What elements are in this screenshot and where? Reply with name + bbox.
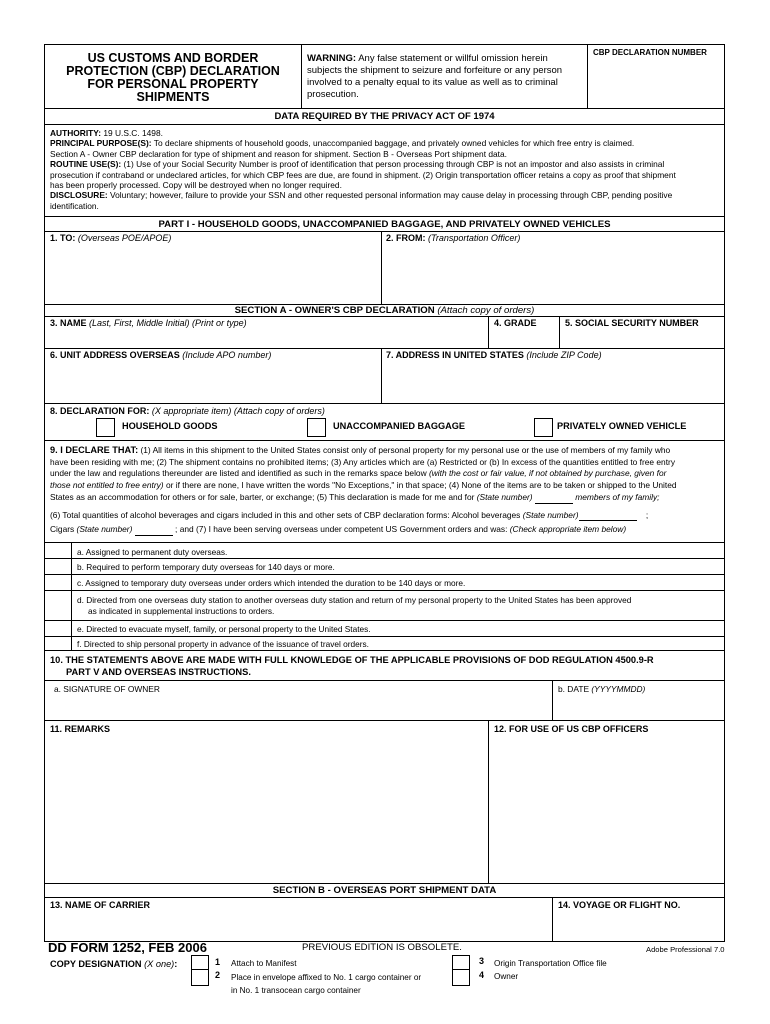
privacy-act-statement: AUTHORITY: 19 U.S.C. 1498. PRINCIPAL PURPOSE(S): To declare shipments of household goods, unaccompanied baggage, and privately owned vehicles for which free entry is claimed. Section A - Owner CBP declaration for type of shipment and reason for shipment. Section B - Overseas Port shipment data. ROUTINE USE(S): (1) Use of your Social Security Number is proof of identification that person processing through CBP is not an impostor and also assists in criminal prosecution if contraband or undeclared articles, for which CBP fees are due, are found in shipment. (2) Origin transportation officer retains a copy as proof that shipment has been properly processed. Copy will be destroyed when no longer required. DISCLOSURE: Voluntary; however, failure to provide your SSN and other requested personal information may cause delay in processing through CBP, pending positive identification. — [50, 128, 676, 211]
to-field[interactable] — [48, 246, 378, 302]
reason-f-checkbox[interactable] — [46, 637, 70, 649]
reason-e-checkbox[interactable] — [46, 621, 70, 635]
ssn-field[interactable] — [561, 331, 723, 347]
voyage-flight-label: 14. VOYAGE OR FLIGHT NO. — [558, 900, 681, 910]
copy-designation-label: COPY DESIGNATION (X one): — [50, 959, 178, 969]
reason-a-label: a. Assigned to permanent duty overseas. — [77, 547, 228, 557]
section-a-title: SECTION A - OWNER'S CBP DECLARATION (Attach copy of orders) — [234, 305, 535, 316]
reason-f-label: f. Directed to ship personal property in advance of the issuance of travel orders. — [77, 639, 369, 649]
privately-owned-vehicle-label: PRIVATELY OWNED VEHICLE — [557, 421, 687, 431]
form-title: US CUSTOMS AND BORDER PROTECTION (CBP) DECLARATION FOR PERSONAL PROPERTY SHIPMENTS — [66, 51, 280, 104]
cbp-declaration-number-label: CBP DECLARATION NUMBER — [593, 48, 707, 57]
household-goods-checkbox[interactable] — [96, 418, 115, 437]
warning-text: WARNING: Any false statement or willful omission herein subjects the shipment to seizure and forfeiture or any person involved to a penalty equal to its value as well as to criminal prosecution. — [307, 53, 563, 100]
unit-address-field[interactable] — [48, 363, 378, 401]
alcohol-beverages-number-field[interactable] — [579, 511, 637, 521]
grade-field[interactable] — [490, 331, 556, 347]
copy-2-number: 2 — [215, 970, 221, 980]
cbp-declaration-number-field[interactable] — [588, 58, 724, 107]
cbp-officers-field[interactable] — [491, 737, 722, 880]
part-1-title: PART I - HOUSEHOLD GOODS, UNACCOMPANIED BAGGAGE, AND PRIVATELY OWNED VEHICLES — [158, 219, 611, 230]
unaccompanied-baggage-label: UNACCOMPANIED BAGGAGE — [333, 421, 466, 431]
date-label: b. DATE (YYYYMMDD) — [558, 684, 646, 694]
name-label: 3. NAME (Last, First, Middle Initial) (Print or type) — [50, 318, 247, 328]
copy-1-label: Attach to Manifest — [231, 959, 297, 968]
obsolete-notice: PREVIOUS EDITION IS OBSOLETE. — [302, 942, 462, 953]
cbp-officers-label: 12. FOR USE OF US CBP OFFICERS — [494, 724, 649, 734]
reason-d-label: d. Directed from one overseas duty station to another overseas duty station and return of my personal property to the United States has been approved as indicated in supplemental instructions to orders. — [77, 595, 632, 616]
remarks-field[interactable] — [48, 737, 484, 880]
copy-4-checkbox[interactable] — [452, 969, 470, 986]
copy-2-label: Place in envelope affixed to No. 1 cargo container or in No. 1 transocean cargo container — [231, 973, 422, 995]
section-b-title: SECTION B - OVERSEAS PORT SHIPMENT DATA — [272, 885, 497, 896]
grade-label: 4. GRADE — [494, 318, 537, 328]
household-goods-label: HOUSEHOLD GOODS — [122, 421, 218, 431]
statements-certification: 10. THE STATEMENTS ABOVE ARE MADE WITH FULL KNOWLEDGE OF THE APPLICABLE PROVISIONS OF DOD REGULATION 4500.9-R PART V AND OVERSEAS INSTRUCTIONS. — [50, 655, 654, 677]
from-field[interactable] — [384, 246, 722, 302]
copy-4-number: 4 — [479, 970, 485, 980]
copy-3-label: Origin Transportation Office file — [494, 959, 607, 968]
us-address-label: 7. ADDRESS IN UNITED STATES (Include ZIP Code) — [386, 350, 602, 360]
family-members-number-field[interactable] — [535, 494, 573, 504]
reason-b-checkbox[interactable] — [46, 559, 70, 573]
copy-2-checkbox[interactable] — [191, 969, 209, 986]
copy-3-number: 3 — [479, 956, 485, 966]
signature-field[interactable] — [48, 696, 548, 718]
to-label: 1. TO: (Overseas POE/APOE) — [50, 233, 172, 243]
reason-b-label: b. Required to perform temporary duty overseas for 140 days or more. — [77, 562, 335, 572]
date-field[interactable] — [555, 696, 723, 718]
declaration-for-label: 8. DECLARATION FOR: (X appropriate item) (Attach copy of orders) — [50, 406, 325, 416]
remarks-label: 11. REMARKS — [50, 724, 111, 734]
cigars-number-field[interactable] — [135, 526, 173, 536]
form-id: DD FORM 1252, FEB 2006 — [48, 940, 207, 955]
software-note: Adobe Professional 7.0 — [646, 945, 725, 954]
voyage-flight-field[interactable] — [555, 912, 723, 938]
ssn-label: 5. SOCIAL SECURITY NUMBER — [565, 318, 699, 328]
copy-1-number: 1 — [215, 957, 221, 967]
privately-owned-vehicle-checkbox[interactable] — [534, 418, 553, 437]
carrier-field[interactable] — [48, 912, 548, 938]
name-field[interactable] — [48, 331, 484, 347]
from-label: 2. FROM: (Transportation Officer) — [386, 233, 521, 243]
reason-c-label: c. Assigned to temporary duty overseas under orders which intended the duration to be 140 days or more. — [77, 578, 466, 588]
copy-4-label: Owner — [494, 972, 519, 981]
reason-c-checkbox[interactable] — [46, 575, 70, 589]
us-address-field[interactable] — [384, 363, 722, 401]
unit-address-label: 6. UNIT ADDRESS OVERSEAS (Include APO number) — [50, 350, 272, 360]
unaccompanied-baggage-checkbox[interactable] — [307, 418, 326, 437]
privacy-act-title: DATA REQUIRED BY THE PRIVACY ACT OF 1974 — [274, 111, 495, 122]
signature-label: a. SIGNATURE OF OWNER — [54, 684, 160, 694]
reason-d-checkbox[interactable] — [46, 591, 70, 619]
carrier-label: 13. NAME OF CARRIER — [50, 900, 151, 910]
reason-e-label: e. Directed to evacuate myself, family, or personal property to the United States. — [77, 624, 371, 634]
declaration-statement: 9. I DECLARE THAT: (1) All items in this shipment to the United States consist only of personal property for my personal use or the use of members of my family who have been residing with me; (2) The shipment contains no prohibited items; (3) Any articles which are (a) Restricted or (b) In excess of the quantities entitled to free entry under the law and regulations thereunder are listed and identified as such in the remarks space below (with the cost or fair value, if not obtained by purchase, given for those not entitled to free entry) or if there are none, I have written the words "No Exceptions," in that space; (4) None of the items are to be taken or shipped to the United States as an accommodation for others or for sale, barter, or exchange; (5) This declaration is made for me and for (State number) members of my family; (6) Total quantities of alcohol beverages and cigars included in this and other sets of CBP declaration forms: Alcohol beverages (State number) ; Cigars (State number) ; and (7) I have been serving overseas under competent US Government orders and was: (Check appropriate item below) — [50, 445, 677, 535]
reason-a-checkbox[interactable] — [46, 543, 70, 557]
